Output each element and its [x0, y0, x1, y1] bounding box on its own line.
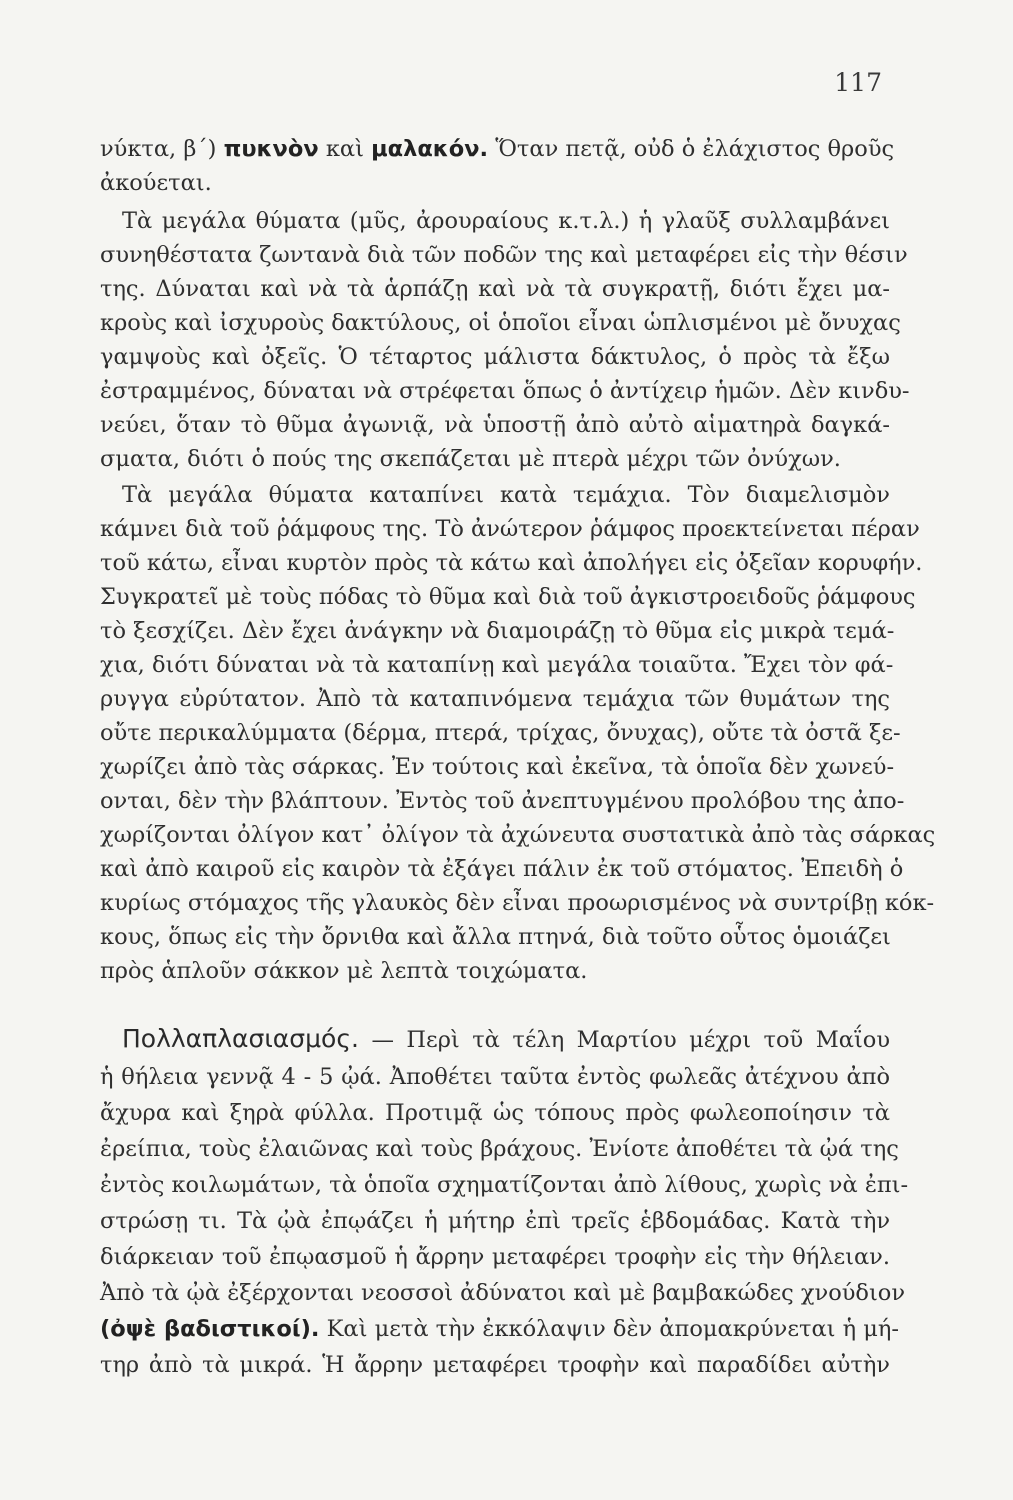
text-line: τηρ ἀπὸ τὰ μικρά. Ἡ ἄρρην μεταφέρει τροφὴν καὶ παραδίδει αὐτὴν — [100, 1352, 890, 1378]
bold-term: πυκνὸν — [223, 136, 319, 162]
text-run: Ὅταν πετᾷ, οὐδ ὁ ἐλάχιστος θροῦς — [495, 136, 895, 162]
paragraph-1-line-1 — [100, 132, 895, 166]
text-line: ἄχυρα καὶ ξηρὰ φύλλα. Προτιμᾷ ὡς τόπους πρὸς φωλεοποίησιν τὰ — [100, 1100, 890, 1126]
text-line: ρυγγα εὐρύτατον. Ἀπὸ τὰ καταπινόμενα τεμάχια τῶν θυμάτων της — [100, 686, 890, 712]
text-line: συνηθέστατα ζωντανὰ διὰ τῶν ποδῶν της καὶ μεταφέρει εἰς τὴν θέσιν — [100, 242, 908, 268]
text-line: γαμψοὺς καὶ ὀξεῖς. Ὁ τέταρτος μάλιστα δάκτυλος, ὁ πρὸς τὰ ἔξω — [100, 344, 890, 370]
text-line: της. Δύναται καὶ νὰ τὰ ἁρπάζῃ καὶ νὰ τὰ συγκρατῇ, διότι ἔχει μα- — [100, 276, 890, 302]
text-line: σματα, διότι ὁ πούς της σκεπάζεται μὲ πτερὰ μέχρι τῶν ὀνύχων. — [100, 446, 841, 472]
text-line: τοῦ κάτω, εἶναι κυρτὸν πρὸς τὰ κάτω καὶ ἀπολήγει εἰς ὀξεῖαν κορυφήν. — [100, 550, 923, 576]
text-line: τὸ ξεσχίζει. Δὲν ἔχει ἀνάγκην νὰ διαμοιράζῃ τὸ θῦμα εἰς μικρὰ τεμά- — [100, 618, 895, 644]
text-line: χωρίζονται ὀλίγον κατ᾿ ὀλίγον τὰ ἀχώνευτα συστατικὰ ἀπὸ τὰς σάρκας — [100, 822, 936, 848]
text-line: Τὰ μεγάλα θύματα (μῦς, ἀρουραίους κ.τ.λ.) ἡ γλαῦξ συλλαμβάνει — [122, 208, 890, 234]
text-run: — Περὶ τὰ τέλη Μαρτίου μέχρι τοῦ Μαΐου — [371, 1027, 890, 1053]
text-line: Ἀπὸ τὰ ᾠὰ ἐξέρχονται νεοσσοὶ ἀδύνατοι καὶ μὲ βαμβακώδες χνούδιον — [100, 1280, 906, 1306]
bold-term: μαλακόν. — [371, 136, 489, 162]
page-number: 117 — [834, 68, 882, 97]
text-run: νύκτα, β΄) — [100, 136, 217, 162]
paragraph-1-line-2: ἀκούεται. — [100, 170, 212, 196]
text-line: στρώσῃ τι. Τὰ ᾠὰ ἐπῳάζει ἡ μήτηρ ἐπὶ τρεῖς ἑβδομάδας. Κατὰ τὴν — [100, 1208, 890, 1234]
text-line: καὶ ἀπὸ καιροῦ εἰς καιρὸν τὰ ἐξάγει πάλιν ἐκ τοῦ στόματος. Ἐπειδὴ ὁ — [100, 856, 904, 882]
text-line — [100, 1312, 899, 1346]
text-line: ἐστραμμένος, δύναται νὰ στρέφεται ὅπως ὁ ἀντίχειρ ἡμῶν. Δὲν κινδυ- — [100, 378, 910, 404]
text-line: κροὺς καὶ ἰσχυροὺς δακτύλους, οἱ ὁποῖοι εἶναι ὡπλισμένοι μὲ ὄνυχας — [100, 310, 901, 336]
text-line: κυρίως στόμαχος τῆς γλαυκὸς δὲν εἶναι προωρισμένος νὰ συντρίβῃ κόκ- — [100, 890, 935, 916]
section-heading: Πολλαπλασιασμός. — [122, 1024, 359, 1053]
text-line: Συγκρατεῖ μὲ τοὺς πόδας τὸ θῦμα καὶ διὰ τοῦ ἀγκιστροειδοῦς ῥάμφους — [100, 584, 916, 610]
text-line: κάμνει διὰ τοῦ ῥάμφους της. Τὸ ἀνώτερον ῥάμφος προεκτείνεται πέραν — [100, 516, 920, 542]
text-run: καὶ — [325, 136, 364, 162]
text-line: ἡ θήλεια γεννᾷ 4 - 5 ᾠά. Ἀποθέτει ταῦτα ἐντὸς φωλεᾶς ἀτέχνου ἀπὸ — [100, 1064, 890, 1090]
text-line: πρὸς ἁπλοῦν σάκκον μὲ λεπτὰ τοιχώματα. — [100, 958, 588, 984]
text-line: ἐντὸς κοιλωμάτων, τὰ ὁποῖα σχηματίζονται ἀπὸ λίθους, χωρὶς νὰ ἐπι- — [100, 1172, 909, 1198]
text-line: χωρίζει ἀπὸ τὰς σάρκας. Ἐν τούτοις καὶ ἐκεῖνα, τὰ ὁποῖα δὲν χωνεύ- — [100, 754, 895, 780]
text-line: διάρκειαν τοῦ ἐπῳασμοῦ ἡ ἄρρην μεταφέρει τροφὴν εἰς τὴν θήλειαν. — [100, 1244, 890, 1270]
text-line: ονται, δὲν τὴν βλάπτουν. Ἐντὸς τοῦ ἀνεπτυγμένου προλόβου της ἀπο- — [100, 788, 905, 814]
text-line: οὔτε περικαλύμματα (δέρμα, πτερά, τρίχας, ὄνυχας), οὔτε τὰ ὀστᾶ ξε- — [100, 720, 901, 746]
text-line: κους, ὅπως εἰς τὴν ὄρνιθα καὶ ἄλλα πτηνά, διὰ τοῦτο οὗτος ὁμοιάζει — [100, 924, 891, 950]
text-run: Καὶ μετὰ τὴν ἐκκόλαψιν δὲν ἀπομακρύνεται ἡ μή- — [326, 1316, 899, 1342]
text-line: χια, διότι δύναται νὰ τὰ καταπίνῃ καὶ μεγάλα τοιαῦτα. Ἔχει τὸν φά- — [100, 652, 894, 678]
text-line: ἐρείπια, τοὺς ἐλαιῶνας καὶ τοὺς βράχους. Ἐνίοτε ἀποθέτει τὰ ᾠά της — [100, 1136, 899, 1162]
text-line: νεύει, ὅταν τὸ θῦμα ἀγωνιᾷ, νὰ ὑποστῇ ἀπὸ αὐτὸ αἱματηρὰ δαγκά- — [100, 412, 890, 438]
section-heading-line — [122, 1022, 890, 1056]
bold-term: (ὀψὲ βαδιστικοί). — [100, 1316, 320, 1342]
text-line: Τὰ μεγάλα θύματα καταπίνει κατὰ τεμάχια. Τὸν διαμελισμὸν — [122, 482, 890, 508]
